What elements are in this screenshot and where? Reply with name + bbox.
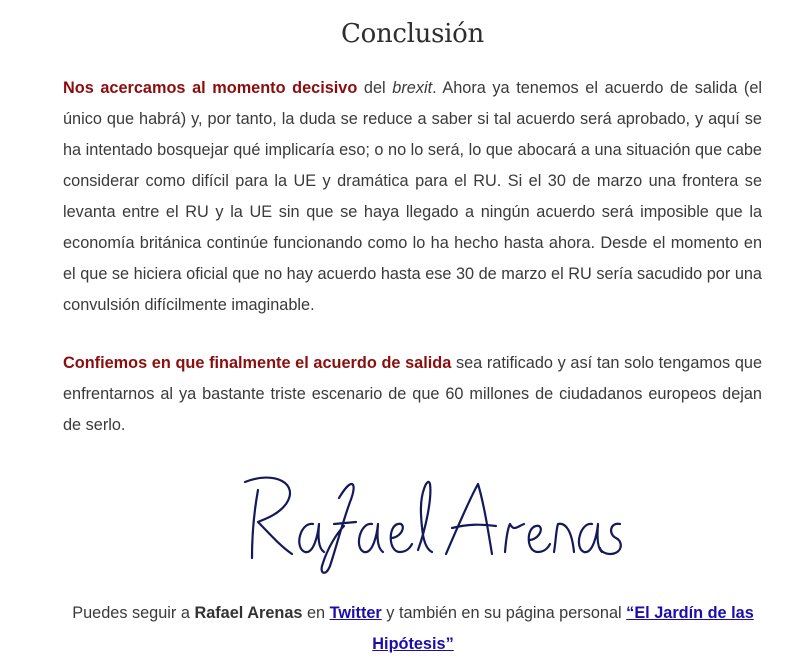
paragraph-text: del [357,79,393,97]
paragraph-ratification [63,348,762,441]
footer-text: y también en su página personal [381,604,627,622]
paragraph-decisive-moment [63,73,762,321]
footer-text: Puedes seguir a [72,604,195,622]
paragraph-text: sea ratificado y así tan solo tengamos que enfrentarnos al ya bastante triste escenario de que 60 millones de ciudadanos europeos dejan de serlo. [63,354,762,434]
follow-footer [0,598,799,660]
signature-image [0,462,799,582]
twitter-link[interactable]: Twitter [329,604,382,622]
article [63,0,762,441]
section-heading: Conclusión [341,19,484,49]
paragraph-lead: Confiemos en que finalmente el acuerdo de salida [63,354,452,372]
brexit-italic: brexit [392,79,433,97]
author-name: Rafael Arenas [194,604,303,622]
personal-site-link[interactable]: “El Jardín de las Hipótesis” [372,604,754,653]
paragraph-lead: Nos acercamos al momento decisivo [63,79,358,97]
footer-text: en [302,604,330,622]
paragraph-text: . Ahora ya tenemos el acuerdo de salida (el único que habrá) y, por tanto, la duda se reduce a saber si tal acuerdo será aprobado, y aquí se ha intentado bosquejar qué implicaría eso; o no lo será, lo que abocará a una situación que cabe considerar como difícil para la UE y dramática para el RU. Si el 30 de marzo una frontera se levanta entre el RU y la UE sin que se haya llegado a ningún acuerdo será imposible que la economía británica continúe funcionando como lo ha hecho hasta ahora. Desde el momento en el que se hiciera oficial que no hay acuerdo hasta ese 30 de marzo el RU sería sacudido por una convulsión difícilmente imaginable. [63,79,762,314]
